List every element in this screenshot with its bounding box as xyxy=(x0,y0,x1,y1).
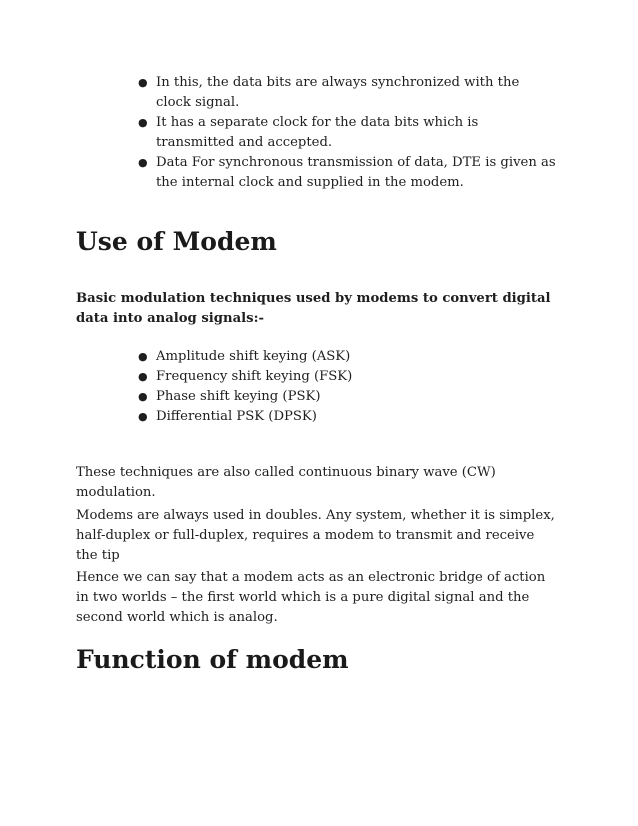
list-item-text: Differential PSK (DPSK) xyxy=(156,409,317,424)
bullet-icon: ● xyxy=(138,370,148,383)
list-item-text: In this, the data bits are always synchronized with the clock signal. xyxy=(156,75,520,110)
list-item-text: It has a separate clock for the data bits which is transmitted and accepted. xyxy=(156,115,479,150)
bullet-icon: ● xyxy=(138,410,148,423)
sync-bullet-list xyxy=(138,73,558,193)
modulation-intro: Basic modulation techniques used by modems to convert digital data into analog signals:- xyxy=(76,291,551,326)
list-item xyxy=(138,113,558,153)
bullet-icon: ● xyxy=(138,76,148,89)
list-item-text: Amplitude shift keying (ASK) xyxy=(156,349,351,364)
bullet-icon: ● xyxy=(138,390,148,403)
list-item xyxy=(138,347,558,367)
list-item xyxy=(138,153,558,193)
modulation-technique-list xyxy=(138,347,558,427)
list-item xyxy=(138,73,558,113)
modems-doubles-paragraph: Modems are always used in doubles. Any system, whether it is simplex, half-duplex or full-duplex, requires a modem to transmit and receive the tip xyxy=(76,508,555,563)
use-of-modem-heading: Use of Modem xyxy=(76,227,277,256)
electronic-bridge-paragraph: Hence we can say that a modem acts as an electronic bridge of action in two worlds – the first world which is a pure digital signal and the second world which is analog. xyxy=(76,570,546,625)
list-item-text: Phase shift keying (PSK) xyxy=(156,389,321,404)
list-item xyxy=(138,387,558,407)
list-item-text: Data For synchronous transmission of data, DTE is given as the internal clock and supplied in the modem. xyxy=(156,155,556,190)
list-item xyxy=(138,407,558,427)
cw-modulation-paragraph: These techniques are also called continuous binary wave (CW) modulation. xyxy=(76,465,496,500)
bullet-icon: ● xyxy=(138,156,148,169)
bullet-icon: ● xyxy=(138,350,148,363)
list-item xyxy=(138,367,558,387)
function-of-modem-heading: Function of modem xyxy=(76,645,349,674)
bullet-icon: ● xyxy=(138,116,148,129)
list-item-text: Frequency shift keying (FSK) xyxy=(156,369,353,384)
